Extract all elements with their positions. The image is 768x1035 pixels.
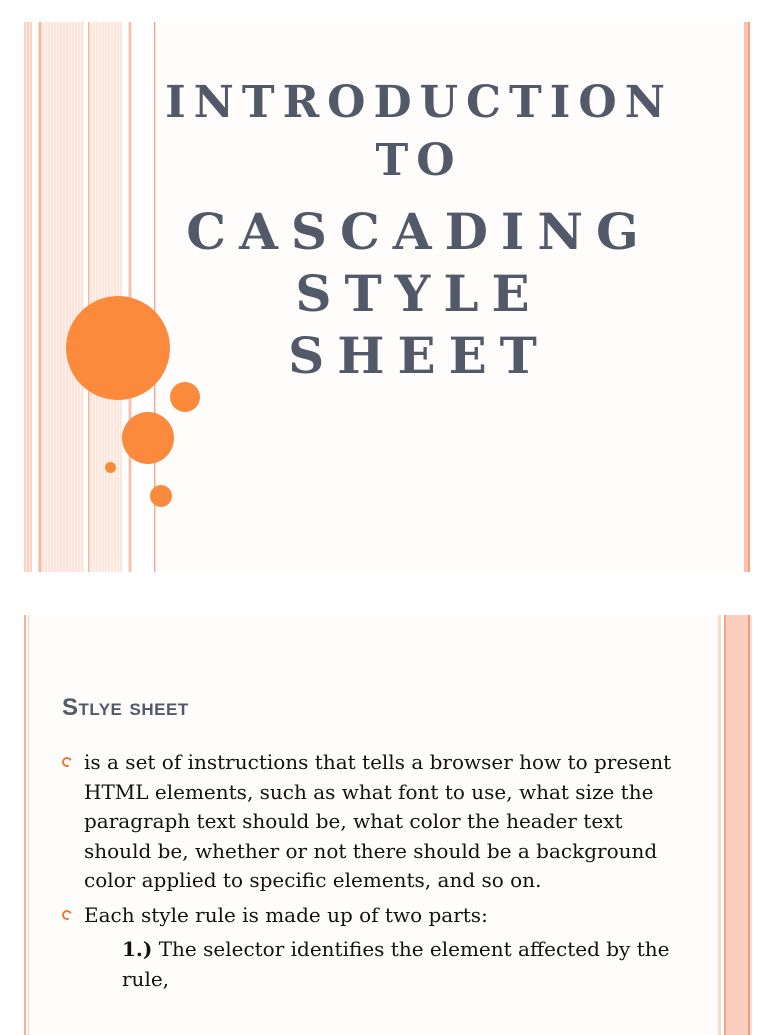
sub-list-item	[60, 935, 680, 994]
sub-item-number: 1.)	[122, 937, 153, 961]
content-slide	[24, 615, 752, 1035]
right-decorative-stripes	[718, 615, 752, 1035]
bullet-text: Each style rule is made up of two parts:	[84, 902, 488, 927]
slide-title	[89, 77, 749, 385]
tiny-circle-decoration	[105, 462, 116, 473]
left-border-line	[24, 615, 26, 1035]
bullet-text: is a set of instructions that tells a browser how to present HTML elements, such as what font to use, what size the paragraph text should be, what color the header text should be, whether or not there should be a background color applied to specific elements, and so on.	[84, 750, 672, 892]
medium-circle-decoration	[122, 412, 174, 464]
title-line-style: STYLE	[295, 264, 543, 323]
bullet-ring-icon	[61, 756, 74, 769]
left-border-line	[28, 615, 29, 1035]
slide-heading: Stlye sheet	[62, 694, 189, 721]
title-line-introduction: INTRODUCTION	[165, 77, 673, 128]
bullet-list	[60, 748, 680, 994]
title-slide	[24, 22, 752, 572]
bullet-ring-icon	[61, 908, 74, 921]
small-circle-decoration	[170, 382, 200, 412]
title-line-sheet: SHEET	[288, 326, 550, 385]
title-line-to: TO	[375, 135, 463, 186]
small-circle-decoration	[150, 485, 172, 507]
title-line-cascading: CASCADING	[186, 202, 652, 261]
list-item	[60, 901, 680, 931]
sub-item-text: The selector identifies the element affected by the rule,	[122, 937, 670, 991]
list-item	[60, 748, 680, 896]
